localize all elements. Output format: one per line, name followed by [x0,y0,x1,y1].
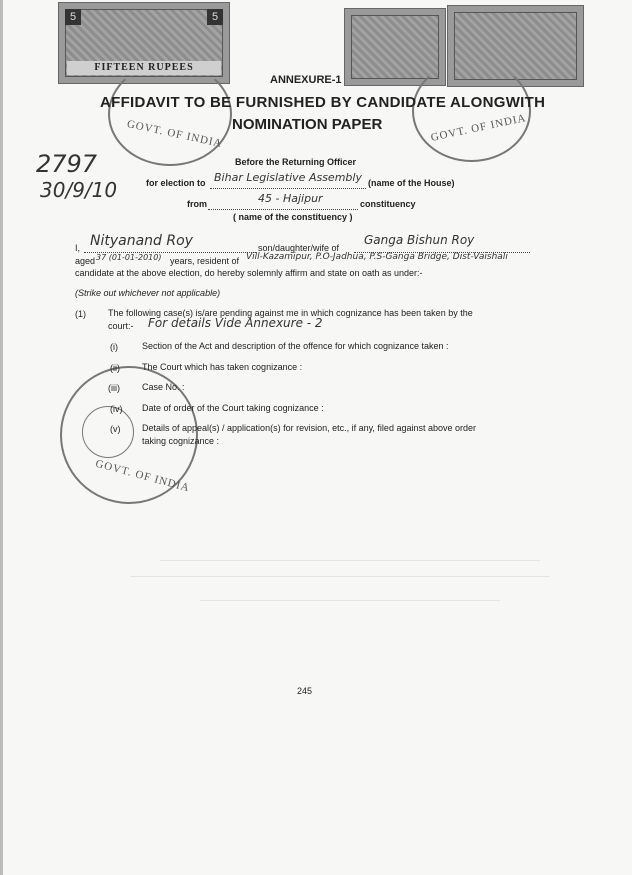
court-value: For details Vide Annexure - 2 [148,316,323,330]
subitem-v-text: Details of appeal(s) / application(s) for revision, etc., if any, filed against above order [142,423,476,433]
candidate-name: Nityanand Roy [90,233,193,249]
aged-label: aged [75,256,96,266]
govt-seal-left [108,62,232,166]
subitem-iii-text: Case No. : [142,382,185,392]
stamp-value: 5 [65,9,81,25]
house-value: Bihar Legislative Assembly [214,171,362,184]
seal-text-right: GOVT. OF INDIA [429,112,528,144]
scan-edge [0,0,3,875]
resident-label: years, resident of [170,256,240,266]
seal-text-notary: GOVT. OF INDIA [94,457,192,495]
bleed-through-3 [200,600,500,601]
subitem-i-text: Section of the Act and description of the offence for which cognizance taken : [142,341,449,351]
page-number: 245 [297,686,313,696]
stamp-value-right: 5 [207,9,223,25]
govt-seal-right [412,60,531,162]
bleed-through-1 [160,560,540,561]
declaration-text: candidate at the above election, do hereby solemnly affirm and state on oath as under:- [75,268,423,278]
subitem-iv-text: Date of order of the Court taking cognizance : [142,403,324,413]
election-label: for election to [146,178,206,188]
i-prefix: I, [75,243,81,253]
returning-officer-line: Before the Returning Officer [235,157,357,167]
page-subtitle: NOMINATION PAPER [232,116,383,133]
from-label: from [187,199,207,209]
strike-note: (Strike out whichever not applicable) [75,288,221,298]
notary-seal-inner [82,406,134,458]
relation-label: son/daughter/wife of [258,243,340,253]
stamp-text: FIFTEEN RUPEES [67,61,221,75]
subitem-i-number: (i) [110,342,118,352]
subitem-ii-number: (ii) [110,363,120,373]
subitem-iv-number: (iv) [110,404,123,414]
page-title: AFFIDAVIT TO BE FURNISHED BY CANDIDATE ALONGWITH [100,94,546,111]
subitem-v-number: (v) [110,424,121,434]
bleed-through-2 [130,576,550,577]
court-label: court:- [108,321,134,331]
margin-date: 30/9/10 [40,178,118,202]
subitem-ii-text: The Court which has taken cognizance : [142,362,303,372]
constituency-value: 45 - Hajipur [258,192,323,205]
seal-text-left: GOVT. OF INDIA [125,118,224,150]
subitem-iii-number: (iii) [108,383,120,393]
subitem-v-text-cont: taking cognizance : [142,436,220,446]
constituency-suffix: constituency [360,199,416,209]
parent-name: Ganga Bishun Roy [364,233,475,247]
constituency-field-line [208,209,358,210]
item-1-text: The following case(s) is/are pending against me in which cognizance has been taken by the [108,308,473,318]
house-suffix: (name of the House) [368,178,455,188]
house-field-line [210,188,366,189]
constituency-note: ( name of the constituency ) [233,212,353,222]
annexure-label: ANNEXURE-1 [270,74,342,86]
item-1-number: (1) [75,309,86,319]
margin-number: 2797 [36,150,98,178]
address-value: Vill-Kazamipur, P.O-Jadhua, P.S-Ganga Bridge, Dist-Vaishali [246,252,508,262]
age-value: 37 (01-01-2010) [96,253,162,262]
